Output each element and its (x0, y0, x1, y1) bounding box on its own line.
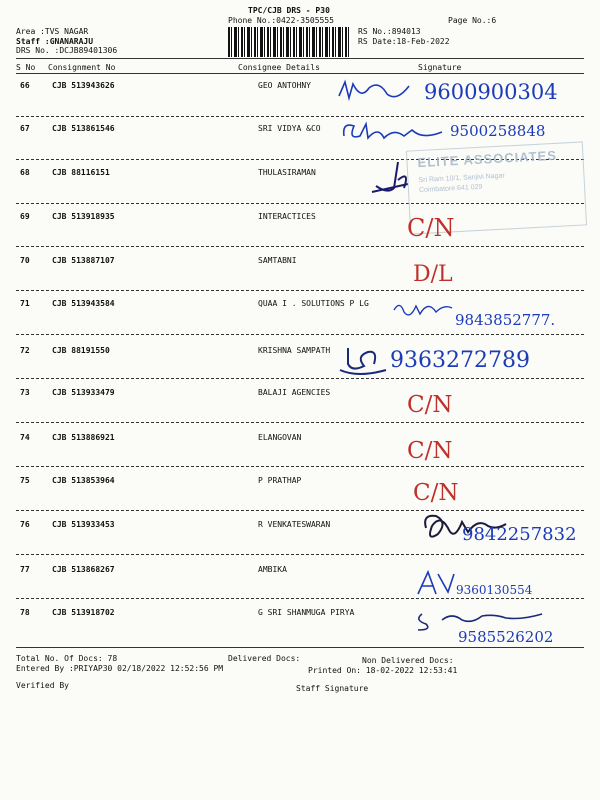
row-consignee: AMBIKA (258, 565, 287, 574)
signature-cn: C/N (407, 438, 453, 464)
signature-phone: 9842257832 (462, 524, 577, 545)
row-consignee: BALAJI AGENCIES (258, 388, 331, 397)
rs-number: RS No.:894013 (358, 27, 421, 36)
signature-cn: C/N (407, 214, 455, 242)
signature-scribble (335, 76, 415, 106)
signature-scribble (338, 340, 388, 380)
signature-phone: 9843852777. (455, 311, 556, 329)
row-sno: 66 (20, 81, 30, 90)
row-sno: 69 (20, 212, 30, 221)
row-consignment: CJB 88191550 (52, 346, 110, 355)
signature-phone: 9360130554 (456, 583, 533, 597)
row-sno: 78 (20, 608, 30, 617)
row-consignment: CJB 513943626 (52, 81, 115, 90)
row-consignment: CJB 88116151 (52, 168, 110, 177)
row-sno: 74 (20, 433, 30, 442)
table-row (0, 256, 600, 298)
signature-phone: 9585526202 (458, 628, 554, 646)
row-consignee: QUAA I . SOLUTIONS P LG (258, 299, 369, 308)
row-consignment: CJB 513887107 (52, 256, 115, 265)
signature-cn: C/N (407, 392, 453, 418)
row-consignee: ELANGOVAN (258, 433, 302, 442)
row-sno: 77 (20, 565, 30, 574)
signature-scribble (338, 118, 448, 148)
table-row (0, 476, 600, 518)
staff-label: Staff :GNANARAJU (16, 37, 94, 46)
company-stamp: ELITE ASSOCIATES Sri Ram 10/1, Sanjivi Nagar Coimbatore 641 029 (406, 141, 587, 234)
rs-date: RS Date:18-Feb-2022 (358, 37, 450, 46)
row-consignee: GEO ANTOHNY (258, 81, 311, 90)
column-consignment: Consignment No (48, 63, 116, 72)
row-sno: 71 (20, 299, 30, 308)
row-consignment: CJB 513861546 (52, 124, 115, 133)
header-rule-top (16, 58, 584, 59)
column-sno: S No (16, 63, 36, 72)
row-consignee: KRISHNA SAMPATH (258, 346, 331, 355)
printed-on: Printed On: 18-02-2022 12:53:41 (308, 666, 458, 675)
verified-by: Verified By (16, 681, 69, 690)
row-sno: 67 (20, 124, 30, 133)
column-consignee: Consignee Details (238, 63, 320, 72)
row-sno: 70 (20, 256, 30, 265)
table-row (0, 388, 600, 430)
row-consignee: SAMTABNI (258, 256, 297, 265)
phone-number: Phone No.:0422-3505555 (228, 16, 334, 25)
row-sno: 68 (20, 168, 30, 177)
sheet-title: TPC/CJB DRS - P30 (248, 6, 330, 15)
row-consignment: CJB 513853964 (52, 476, 115, 485)
header-rule-bottom (16, 73, 584, 74)
row-consignment: CJB 513868267 (52, 565, 115, 574)
row-consignment: CJB 513918935 (52, 212, 115, 221)
row-sno: 73 (20, 388, 30, 397)
entered-by: Entered By :PRIYAP30 02/18/2022 12:52:56 PM (16, 664, 224, 673)
signature-phone: 9600900304 (424, 80, 558, 104)
row-consignment: CJB 513933479 (52, 388, 115, 397)
row-consignee: INTERACTICES (258, 212, 316, 221)
row-consignee: THULASIRAMAN (258, 168, 316, 177)
row-sno: 72 (20, 346, 30, 355)
page-number: Page No.:6 (448, 16, 497, 25)
total-docs: Total No. Of Docs: 78 (16, 654, 118, 663)
table-row (0, 433, 600, 475)
non-delivered-docs: Non Delivered Docs: (362, 656, 454, 665)
drs-number: DRS No. :DCJB89401306 (16, 46, 118, 55)
delivered-docs: Delivered Docs: (228, 654, 301, 663)
row-consignee: R VENKATESWARAN (258, 520, 331, 529)
row-consignee: P PRATHAP (258, 476, 302, 485)
row-consignee: G SRI SHANMUGA PIRYA (258, 608, 355, 617)
row-consignment: CJB 513943584 (52, 299, 115, 308)
row-sno: 75 (20, 476, 30, 485)
signature-dl: D/L (413, 262, 453, 287)
row-consignment: CJB 513918702 (52, 608, 115, 617)
staff-signature: Staff Signature (296, 684, 369, 693)
signature-phone: 9363272789 (390, 348, 530, 373)
row-consignment: CJB 513933453 (52, 520, 115, 529)
column-signature: Signature (418, 63, 462, 72)
area-label: Area :TVS NAGAR (16, 27, 89, 36)
signature-cn: C/N (413, 480, 459, 506)
signature-phone: 9500258848 (450, 122, 546, 140)
barcode (228, 27, 350, 57)
row-consignee: SRI VIDYA &CO (258, 124, 321, 133)
row-consignment: CJB 513886921 (52, 433, 115, 442)
signature-scribble (390, 296, 460, 322)
row-sno: 76 (20, 520, 30, 529)
